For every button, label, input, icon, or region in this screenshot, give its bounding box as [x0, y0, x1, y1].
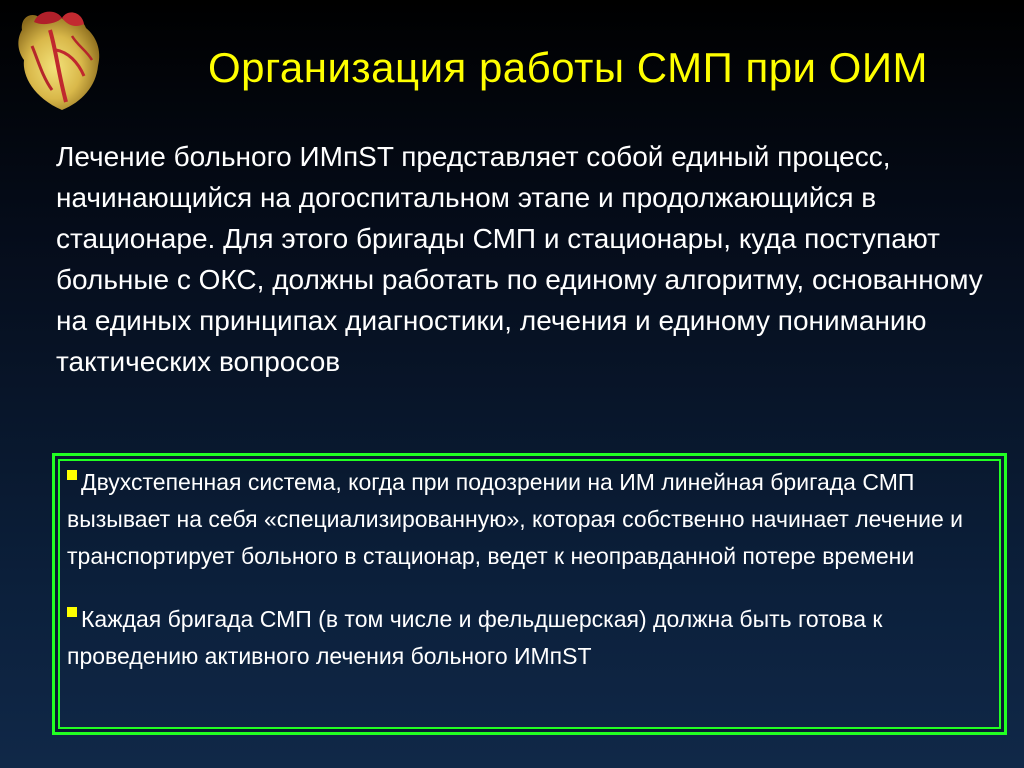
bullet-text: Двухстепенная система, когда при подозрении на ИМ линейная бригада СМП вызывает на себя «специализированную», которая собственно начинает лечение и транспортирует больного в стационар, ведет к неоправданной потере времени [67, 469, 964, 569]
square-bullet-icon [67, 470, 77, 480]
bullet-item [67, 601, 988, 675]
intro-paragraph: Лечение больного ИМпST представляет собой единый процесс, начинающийся на догоспитальном этапе и продолжающийся в стационаре. Для этого бригады СМП и стационары, куда поступают больные с ОКС, должны работать по единому алгоритму, основанному на единых принципах диагностики, лечения и единому пониманию тактических вопросов [56, 141, 983, 377]
bullet-text: Каждая бригада СМП (в том числе и фельдшерская) должна быть готова к проведению активного лечения больного ИМпST [67, 606, 883, 669]
bullet-box [52, 453, 1007, 735]
bullet-item [67, 464, 988, 575]
square-bullet-icon [67, 607, 77, 617]
slide-title: Организация работы СМП при ОИМ [207, 44, 929, 91]
